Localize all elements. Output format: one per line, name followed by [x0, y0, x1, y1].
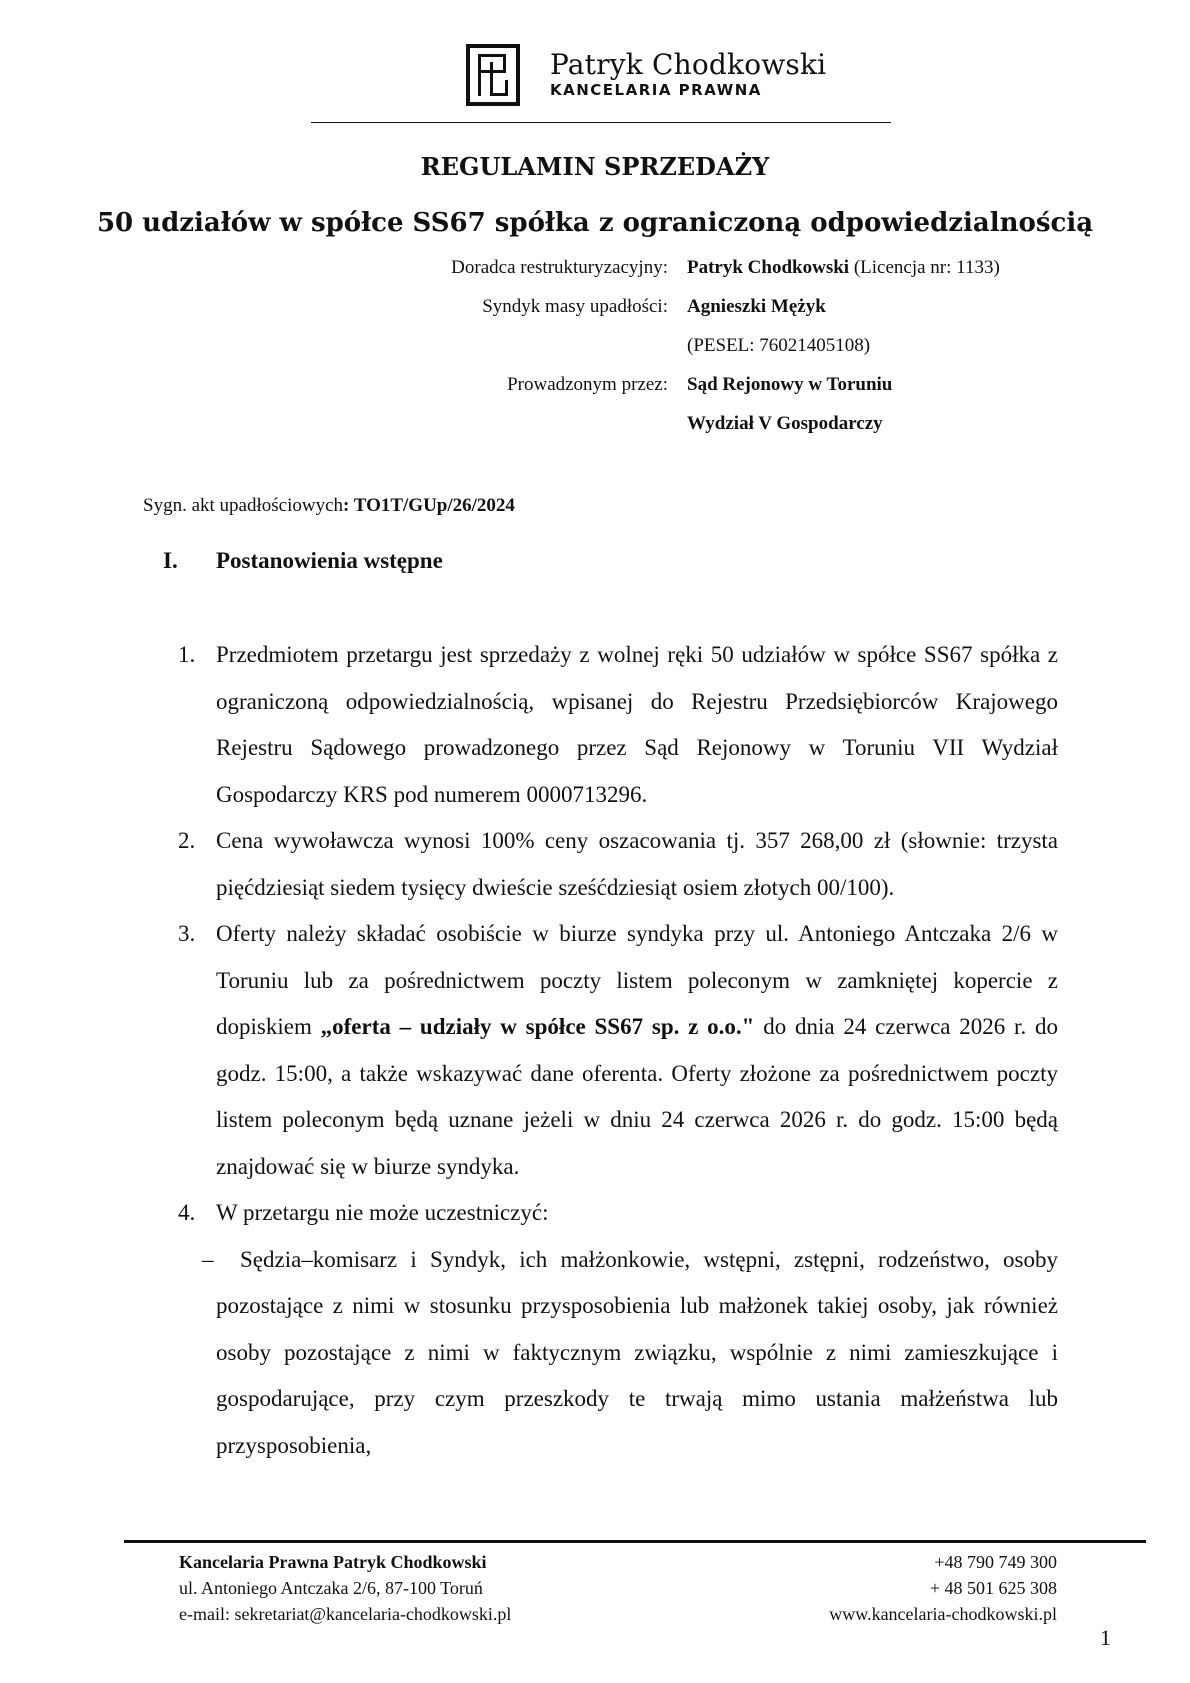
firm-monogram-icon [466, 44, 520, 106]
document-title: REGULAMIN SPRZEDAŻY [420, 152, 770, 181]
item-number: 4. [178, 1200, 196, 1225]
footer-address: ul. Antoniego Antczaka 2/6, 87-100 Toruń [179, 1578, 483, 1598]
list-item [178, 1190, 1058, 1237]
logo-name: Patryk Chodkowski [550, 48, 827, 81]
item-text: do dnia 24 czerwca 2026 r. do godz. 15:00, a także wskazywać dane oferenta. Oferty złożone za pośrednictwem poczty listem poleconym będą uznane jeżeli w dniu 24 czerwca 2026 r. do godz. 15:00 będą znajdować się w biurze syndyka. [216, 1014, 1058, 1179]
case-label: Sygn. akt upadłościowych [143, 495, 344, 516]
advisor-label: Doradca restrukturyzacyjny: [451, 257, 668, 278]
header-divider [311, 122, 891, 123]
section-number: I. [163, 548, 178, 573]
footer-firm: Kancelaria Prawna Patryk Chodkowski [179, 1552, 487, 1572]
document-subtitle: 50 udziałów w spółce SS67 spółka z ograniczoną odpowiedzialnością [96, 208, 1094, 238]
list-item [178, 911, 1058, 1190]
sub-list-item [178, 1237, 1058, 1470]
page-number: 1 [1100, 1625, 1111, 1650]
case-reference [143, 495, 515, 517]
item-text: Przedmiotem przetargu jest sprzedaży z wolnej ręki 50 udziałów w spółce SS67 spółka z ograniczoną odpowiedzialnością, wpisanej do Rejestru Przedsiębiorców Krajowego Rejestru Sądowego prowadzonego przez Sąd Rejonowy w Toruniu VII Wydział Gospodarczy KRS pod numerem 0000713296. [216, 642, 1058, 807]
item-text-bold: „oferta – udziały w spółce SS67 sp. z o.o." [320, 1014, 755, 1039]
footer-contact [179, 1549, 511, 1627]
footer-website: www.kancelaria-chodkowski.pl [829, 1604, 1057, 1624]
section-title: Postanowienia wstępne [216, 548, 443, 573]
item-text: Oferty należy składać osobiście w biurze syndyka przy ul. Antoniego Antczaka 2/6 w Toruniu lub za pośrednictwem poczty listem poleconym w zamkniętej kopercie z dopiskiem [216, 921, 1058, 1039]
advisor-name: Patryk Chodkowski [687, 257, 850, 278]
court-label: Prowadzonym przez: [507, 374, 668, 395]
trustee-name: Agnieszki Mężyk [687, 296, 826, 317]
item-text: Cena wywoławcza wynosi 100% ceny oszacowania tj. 357 268,00 zł (słownie: trzysta pięćdziesiąt siedem tysięcy dwieście sześćdziesiąt osiem złotych 00/100). [216, 828, 1058, 900]
advisor-value [687, 257, 1000, 279]
section-heading [163, 548, 443, 574]
list-item [178, 632, 1058, 818]
item-number: 3. [178, 921, 196, 946]
case-number: : TO1T/GUp/26/2024 [343, 495, 515, 516]
footer-divider [124, 1540, 1146, 1543]
document-body [178, 632, 1058, 1469]
case-parties [0, 257, 1190, 452]
sub-item-text: Sędzia–komisarz i Syndyk, ich małżonkowie, wstępni, zstępni, rodzeństwo, osoby pozostające z nimi w stosunku przysposobienia lub małżonek takiej osoby, jak również osoby pozostające z nimi w faktycznym związku, wspólnie z nimi zamieszkujące i gospodarujące, przy czym przeszkody te trwają mimo ustania małżeństwa lub przysposobienia, [216, 1246, 1058, 1458]
trustee-pesel: (PESEL: 76021405108) [687, 335, 871, 356]
dash-bullet: – [202, 1246, 214, 1272]
footer-phones [829, 1549, 1057, 1627]
court-department: Wydział V Gospodarczy [687, 413, 883, 434]
trustee-label: Syndyk masy upadłości: [482, 296, 668, 317]
advisor-license: (Licencja nr: 1133) [849, 257, 1000, 278]
item-number: 2. [178, 828, 196, 853]
footer-email: e-mail: sekretariat@kancelaria-chodkowski.pl [179, 1604, 512, 1624]
list-item [178, 818, 1058, 911]
item-number: 1. [178, 642, 196, 667]
logo [466, 44, 826, 106]
footer-phone-2: + 48 501 625 308 [929, 1578, 1057, 1598]
court-name: Sąd Rejonowy w Toruniu [687, 374, 893, 395]
item-text: W przetargu nie może uczestniczyć: [216, 1200, 549, 1225]
footer-phone-1: +48 790 749 300 [934, 1552, 1057, 1572]
logo-subtitle: KANCELARIA PRAWNA [550, 81, 762, 99]
